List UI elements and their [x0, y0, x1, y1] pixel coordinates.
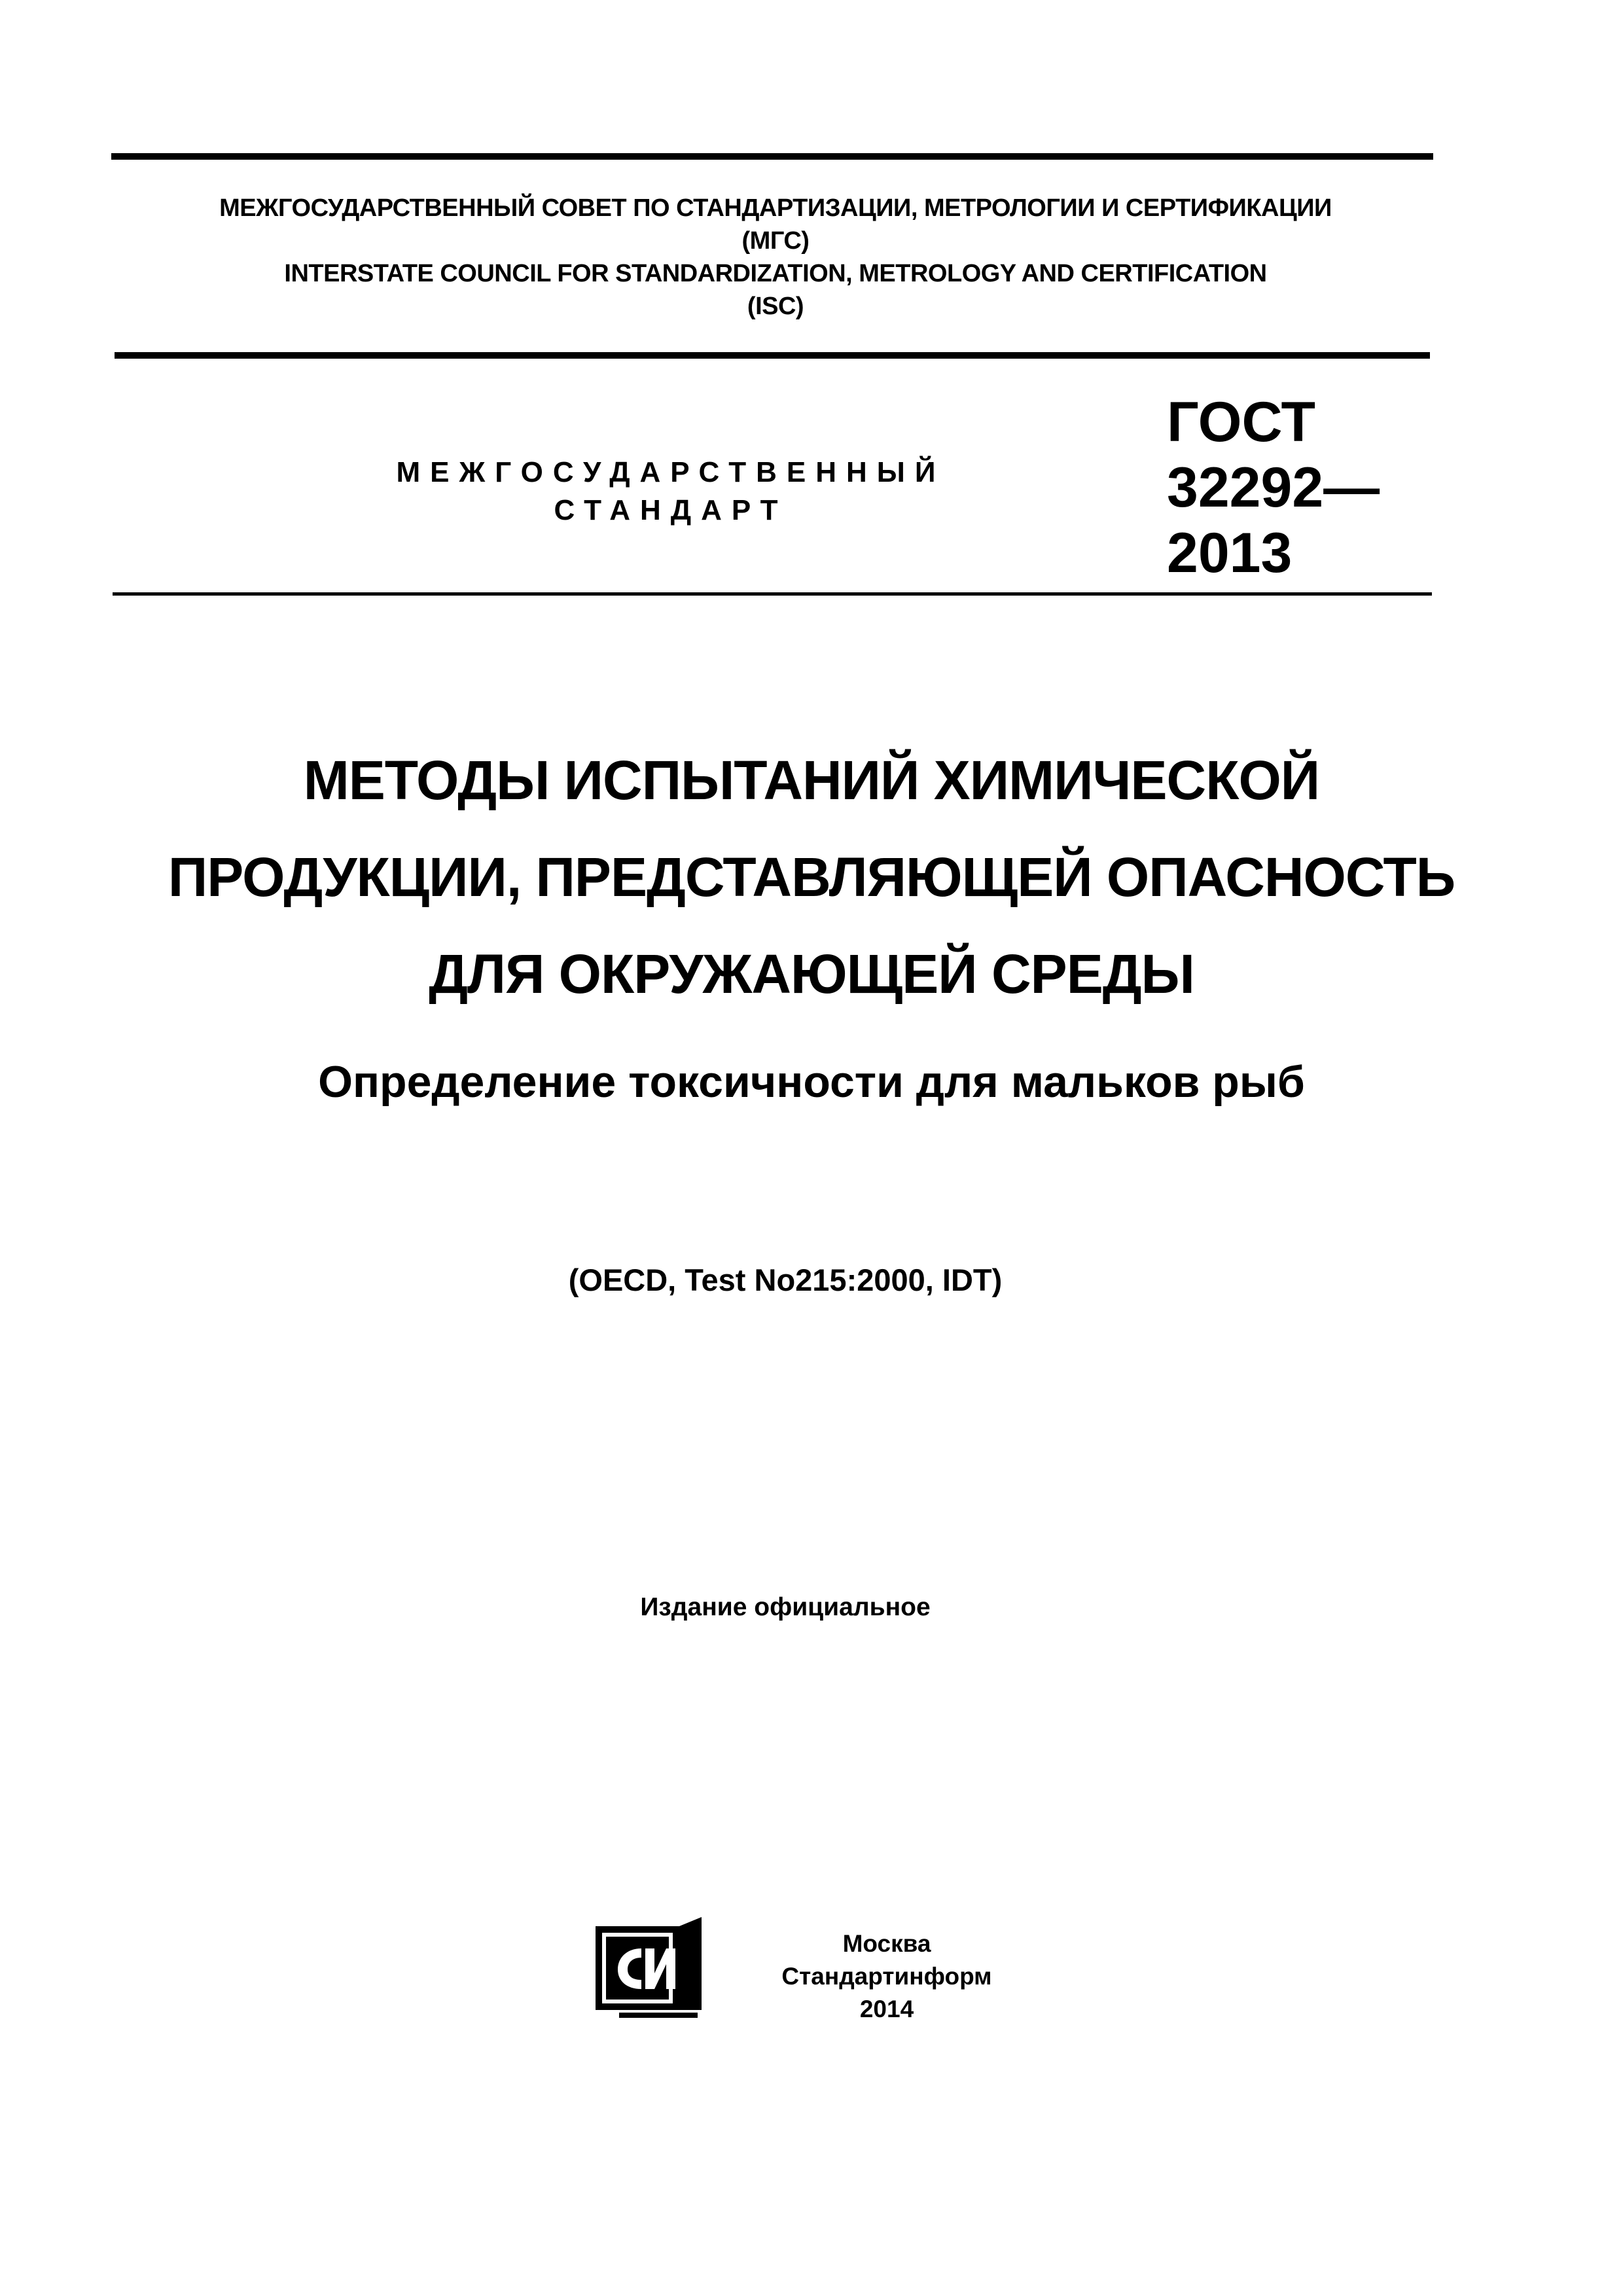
source-reference: (OECD, Test No215:2000, IDT)	[568, 1263, 1003, 1297]
standard-type-line2: СТАНДАРТ	[554, 494, 788, 526]
header-bottom-rule	[113, 592, 1432, 596]
publisher-name: Стандартинформ	[781, 1963, 992, 1990]
standard-designation	[1167, 389, 1380, 586]
council-abbr-ru: (МГС)	[741, 227, 810, 255]
designation-year: 2013	[1167, 522, 1293, 584]
publisher-city: Москва	[842, 1930, 931, 1957]
standard-type	[314, 454, 1027, 529]
document-title	[92, 732, 1531, 1022]
council-bottom-rule	[115, 352, 1430, 359]
council-abbr-en: (ISC)	[747, 293, 804, 320]
edition-note: Издание официальное	[640, 1593, 931, 1621]
council-header	[111, 192, 1440, 323]
designation-number: 32292—	[1167, 456, 1380, 519]
title-line-3: ДЛЯ ОКРУЖАЮЩЕЙ СРЕДЫ	[429, 943, 1194, 1005]
publication-year: 2014	[859, 1996, 914, 2022]
document-subtitle: Определение токсичности для мальков рыб	[318, 1057, 1305, 1107]
publisher-imprint	[740, 1928, 1034, 2026]
designation-prefix: ГОСТ	[1167, 391, 1316, 454]
council-name-en: INTERSTATE COUNCIL FOR STANDARDIZATION, METROLOGY AND CERTIFICATION	[284, 260, 1267, 287]
standartinform-logo-icon	[593, 1914, 705, 2027]
council-name-ru: МЕЖГОСУДАРСТВЕННЫЙ СОВЕТ ПО СТАНДАРТИЗАЦИИ, МЕТРОЛОГИИ И СЕРТИФИКАЦИИ	[219, 194, 1332, 222]
title-line-2: ПРОДУКЦИИ, ПРЕДСТАВЛЯЮЩЕЙ ОПАСНОСТЬ	[168, 846, 1455, 908]
top-rule	[111, 153, 1433, 160]
title-line-1: МЕТОДЫ ИСПЫТАНИЙ ХИМИЧЕСКОЙ	[303, 749, 1320, 811]
standard-type-line1: МЕЖГОСУДАРСТВЕННЫЙ	[396, 456, 946, 488]
